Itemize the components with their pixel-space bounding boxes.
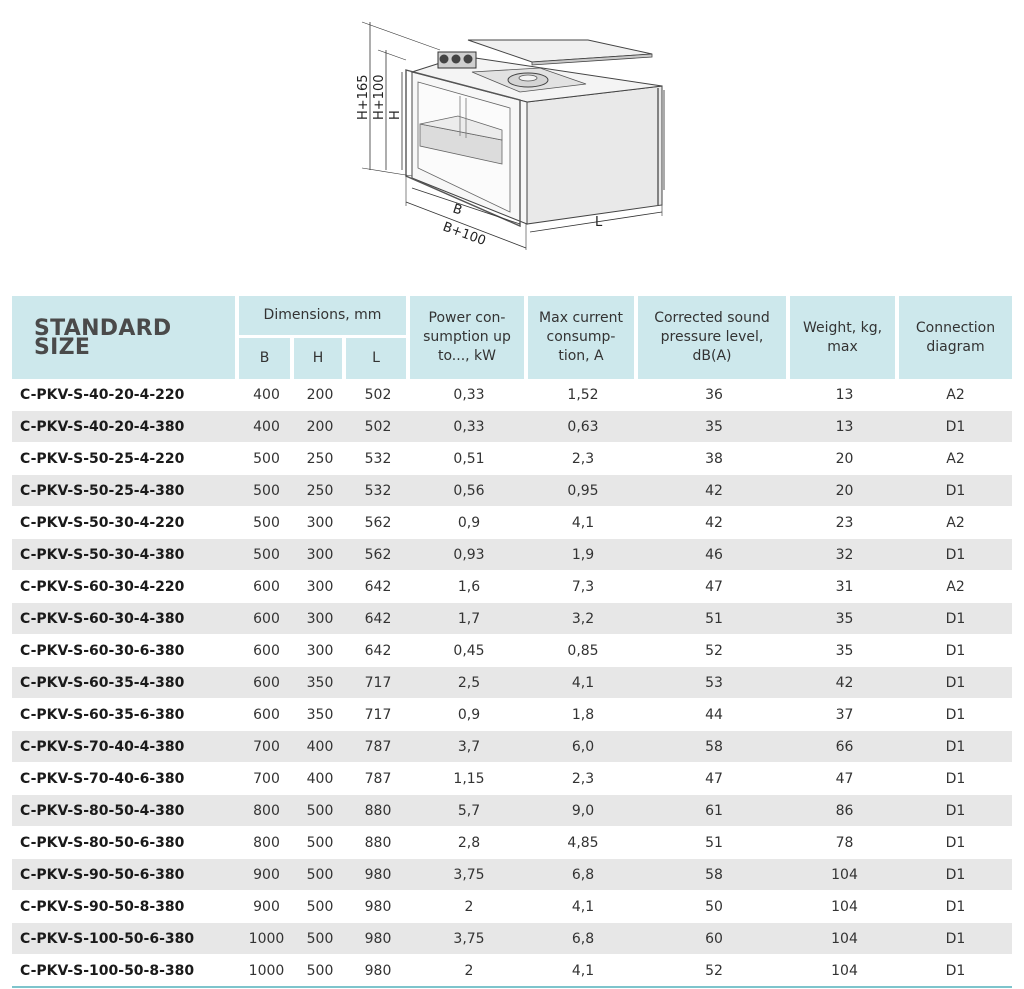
table-row [12, 443, 1012, 475]
cell-diagram: A2 [899, 507, 1012, 539]
header-current-line: consump- [546, 329, 616, 345]
cell-weight: 78 [790, 827, 899, 859]
table-row [12, 859, 1012, 891]
header-current-line: tion, A [558, 348, 604, 364]
cell-weight: 35 [790, 635, 899, 667]
cell-dim-b: 600 [239, 603, 294, 635]
cell-diagram: D1 [899, 859, 1012, 891]
cell-sound: 52 [638, 635, 790, 667]
cell-model: C-PKV-S-80-50-4-380 [12, 795, 239, 827]
cell-dim-h: 250 [294, 443, 346, 475]
cell-current: 9,0 [528, 795, 638, 827]
cell-dim-l: 532 [346, 443, 410, 475]
table-row [12, 827, 1012, 859]
cell-dim-b: 400 [239, 411, 294, 443]
cell-dim-h: 300 [294, 603, 346, 635]
cell-dim-h: 300 [294, 635, 346, 667]
cell-sound: 47 [638, 763, 790, 795]
cell-current: 2,3 [528, 443, 638, 475]
cell-sound: 58 [638, 859, 790, 891]
cell-model: C-PKV-S-50-30-4-220 [12, 507, 239, 539]
cell-dim-b: 900 [239, 891, 294, 923]
cell-model: C-PKV-S-60-30-4-220 [12, 571, 239, 603]
cell-model: C-PKV-S-100-50-6-380 [12, 923, 239, 955]
cell-power: 1,6 [410, 571, 528, 603]
cell-model: C-PKV-S-60-35-4-380 [12, 667, 239, 699]
cell-power: 3,7 [410, 731, 528, 763]
cell-sound: 58 [638, 731, 790, 763]
cell-model: C-PKV-S-50-25-4-380 [12, 475, 239, 507]
cell-current: 4,1 [528, 667, 638, 699]
cell-weight: 32 [790, 539, 899, 571]
cell-model: C-PKV-S-60-30-6-380 [12, 635, 239, 667]
dim-label-b: B [450, 201, 464, 219]
dimensions-header: Dimensions, mm [239, 296, 410, 338]
table-row [12, 539, 1012, 571]
cell-power: 0,56 [410, 475, 528, 507]
cell-dim-l: 980 [346, 891, 410, 923]
cell-current: 1,8 [528, 699, 638, 731]
cell-diagram: D1 [899, 635, 1012, 667]
cell-weight: 66 [790, 731, 899, 763]
cell-power: 2,8 [410, 827, 528, 859]
cell-power: 0,45 [410, 635, 528, 667]
cell-dim-h: 300 [294, 571, 346, 603]
table-row [12, 475, 1012, 507]
cell-dim-b: 1000 [239, 923, 294, 955]
cable-gland [464, 55, 473, 64]
cell-current: 0,85 [528, 635, 638, 667]
cell-power: 2,5 [410, 667, 528, 699]
header-weight-line: max [827, 338, 858, 355]
header-power-line: Power con- [428, 310, 506, 326]
table-row [12, 795, 1012, 827]
cell-power: 0,93 [410, 539, 528, 571]
cell-diagram: D1 [899, 411, 1012, 443]
table-row [12, 571, 1012, 603]
cell-dim-h: 500 [294, 795, 346, 827]
cell-sound: 52 [638, 955, 790, 988]
cell-weight: 13 [790, 379, 899, 411]
cell-sound: 60 [638, 923, 790, 955]
cell-weight: 37 [790, 699, 899, 731]
header-power [410, 296, 528, 379]
cell-dim-h: 500 [294, 891, 346, 923]
cell-diagram: D1 [899, 603, 1012, 635]
header-dim-l: L [346, 338, 410, 379]
cell-dim-l: 502 [346, 411, 410, 443]
cell-weight: 104 [790, 955, 899, 988]
cell-dim-h: 350 [294, 667, 346, 699]
header-power-line: sumption up [423, 329, 511, 345]
cell-weight: 104 [790, 923, 899, 955]
cell-power: 3,75 [410, 859, 528, 891]
cell-weight: 86 [790, 795, 899, 827]
cell-dim-b: 700 [239, 763, 294, 795]
table-row [12, 955, 1012, 988]
cell-dim-b: 600 [239, 571, 294, 603]
cell-dim-l: 880 [346, 795, 410, 827]
table-row [12, 667, 1012, 699]
header-sound [638, 296, 790, 379]
cell-dim-h: 400 [294, 731, 346, 763]
cell-dim-l: 717 [346, 667, 410, 699]
cell-model: C-PKV-S-90-50-6-380 [12, 859, 239, 891]
cell-sound: 35 [638, 411, 790, 443]
cell-weight: 20 [790, 475, 899, 507]
cell-current: 2,3 [528, 763, 638, 795]
dim-label-h100: H+100 [372, 74, 387, 120]
cell-dim-b: 500 [239, 443, 294, 475]
cell-diagram: D1 [899, 955, 1012, 988]
cell-model: C-PKV-S-100-50-8-380 [12, 955, 239, 988]
cell-power: 0,9 [410, 507, 528, 539]
dim-ext [362, 22, 440, 50]
cell-diagram: D1 [899, 891, 1012, 923]
table-row [12, 603, 1012, 635]
cell-dim-l: 980 [346, 923, 410, 955]
cell-power: 0,51 [410, 443, 528, 475]
header-sound-line: pressure level, [660, 329, 764, 345]
dim-label-b100: B+100 [440, 219, 488, 250]
cell-dim-l: 642 [346, 635, 410, 667]
cell-model: C-PKV-S-60-30-4-380 [12, 603, 239, 635]
fan-unit-svg [340, 10, 680, 260]
cell-weight: 31 [790, 571, 899, 603]
cell-model: C-PKV-S-50-30-4-380 [12, 539, 239, 571]
cell-diagram: D1 [899, 763, 1012, 795]
table-row [12, 923, 1012, 955]
cell-power: 1,15 [410, 763, 528, 795]
cell-model: C-PKV-S-90-50-8-380 [12, 891, 239, 923]
cell-sound: 51 [638, 827, 790, 859]
cell-sound: 46 [638, 539, 790, 571]
cell-power: 0,33 [410, 411, 528, 443]
table-row [12, 763, 1012, 795]
cell-current: 4,1 [528, 507, 638, 539]
cell-sound: 42 [638, 475, 790, 507]
table-body [12, 379, 1012, 988]
cell-dim-h: 250 [294, 475, 346, 507]
cell-sound: 47 [638, 571, 790, 603]
cell-dim-l: 980 [346, 859, 410, 891]
cell-weight: 47 [790, 763, 899, 795]
cell-current: 1,9 [528, 539, 638, 571]
cell-power: 5,7 [410, 795, 528, 827]
header-power-line: to..., kW [437, 348, 496, 364]
table-row [12, 891, 1012, 923]
cell-sound: 42 [638, 507, 790, 539]
header-sound-line: Corrected sound [654, 310, 770, 326]
cell-dim-b: 400 [239, 379, 294, 411]
header-current-line: Max current [539, 310, 623, 326]
header-sound-line: dB(A) [692, 348, 732, 364]
cell-current: 3,2 [528, 603, 638, 635]
cell-dim-h: 500 [294, 859, 346, 891]
cell-dim-h: 200 [294, 411, 346, 443]
cell-weight: 35 [790, 603, 899, 635]
cell-dim-l: 532 [346, 475, 410, 507]
cell-dim-b: 500 [239, 475, 294, 507]
cell-power: 0,33 [410, 379, 528, 411]
cell-diagram: D1 [899, 731, 1012, 763]
table-row [12, 379, 1012, 411]
cell-power: 1,7 [410, 603, 528, 635]
cell-power: 3,75 [410, 923, 528, 955]
table-title: STANDARD SIZE [12, 296, 239, 379]
cell-diagram: A2 [899, 571, 1012, 603]
cell-dim-l: 980 [346, 955, 410, 988]
cell-dim-l: 502 [346, 379, 410, 411]
cell-current: 7,3 [528, 571, 638, 603]
header-current [528, 296, 638, 379]
cell-model: C-PKV-S-80-50-6-380 [12, 827, 239, 859]
table-row [12, 507, 1012, 539]
cell-current: 0,63 [528, 411, 638, 443]
cell-dim-b: 500 [239, 539, 294, 571]
cell-model: C-PKV-S-40-20-4-220 [12, 379, 239, 411]
cell-current: 4,1 [528, 955, 638, 988]
cell-dim-l: 717 [346, 699, 410, 731]
header-diagram-line: diagram [926, 338, 985, 355]
cell-dim-h: 300 [294, 539, 346, 571]
cell-dim-l: 880 [346, 827, 410, 859]
cell-diagram: D1 [899, 539, 1012, 571]
cell-current: 6,8 [528, 859, 638, 891]
cell-weight: 13 [790, 411, 899, 443]
cell-dim-h: 200 [294, 379, 346, 411]
cell-dim-l: 642 [346, 571, 410, 603]
cell-dim-l: 787 [346, 731, 410, 763]
cell-current: 1,52 [528, 379, 638, 411]
table-row [12, 411, 1012, 443]
cell-dim-b: 700 [239, 731, 294, 763]
cell-dim-l: 562 [346, 539, 410, 571]
cell-current: 4,85 [528, 827, 638, 859]
cell-sound: 53 [638, 667, 790, 699]
cell-dim-b: 600 [239, 699, 294, 731]
cell-weight: 104 [790, 891, 899, 923]
cell-dim-h: 400 [294, 763, 346, 795]
fan-unit-drawing [340, 10, 680, 260]
cell-diagram: D1 [899, 475, 1012, 507]
cell-sound: 61 [638, 795, 790, 827]
cable-gland [440, 55, 449, 64]
dim-ext [378, 50, 406, 60]
cell-diagram: D1 [899, 827, 1012, 859]
cell-current: 4,1 [528, 891, 638, 923]
cell-current: 0,95 [528, 475, 638, 507]
cell-weight: 23 [790, 507, 899, 539]
cell-power: 2 [410, 955, 528, 988]
cell-diagram: D1 [899, 699, 1012, 731]
dim-label-h165: H+165 [356, 74, 371, 120]
header-weight-line: Weight, kg, [802, 319, 883, 336]
cell-sound: 38 [638, 443, 790, 475]
cell-diagram: A2 [899, 379, 1012, 411]
cell-dim-b: 1000 [239, 955, 294, 988]
cell-sound: 44 [638, 699, 790, 731]
dim-ext [362, 168, 412, 176]
cell-weight: 20 [790, 443, 899, 475]
cell-dim-h: 350 [294, 699, 346, 731]
cell-dim-h: 500 [294, 923, 346, 955]
cell-weight: 104 [790, 859, 899, 891]
cell-dim-b: 900 [239, 859, 294, 891]
header-dim-h: H [294, 338, 346, 379]
table-row [12, 699, 1012, 731]
cell-dim-b: 800 [239, 795, 294, 827]
header-diagram-line: Connection [915, 319, 996, 336]
cable-gland [452, 55, 461, 64]
cell-weight: 42 [790, 667, 899, 699]
cell-diagram: D1 [899, 667, 1012, 699]
table-row [12, 731, 1012, 763]
cell-sound: 51 [638, 603, 790, 635]
cell-model: C-PKV-S-60-35-6-380 [12, 699, 239, 731]
header-weight [790, 296, 899, 379]
cell-dim-b: 600 [239, 667, 294, 699]
standard-size-table [12, 296, 1012, 988]
cell-model: C-PKV-S-50-25-4-220 [12, 443, 239, 475]
cell-power: 2 [410, 891, 528, 923]
cell-dim-h: 500 [294, 955, 346, 988]
cell-dim-b: 600 [239, 635, 294, 667]
cell-model: C-PKV-S-70-40-4-380 [12, 731, 239, 763]
table-row [12, 635, 1012, 667]
cell-diagram: D1 [899, 923, 1012, 955]
dim-label-l: L [595, 215, 603, 230]
cell-current: 6,0 [528, 731, 638, 763]
dim-label-h: H [388, 110, 403, 120]
side-panel [527, 86, 662, 224]
cell-sound: 36 [638, 379, 790, 411]
cell-diagram: D1 [899, 795, 1012, 827]
motor-hub [519, 75, 537, 81]
cell-diagram: A2 [899, 443, 1012, 475]
cell-power: 0,9 [410, 699, 528, 731]
cell-sound: 50 [638, 891, 790, 923]
cell-model: C-PKV-S-40-20-4-380 [12, 411, 239, 443]
cell-dim-b: 800 [239, 827, 294, 859]
header-diagram [899, 296, 1012, 379]
cell-current: 6,8 [528, 923, 638, 955]
cell-dim-l: 642 [346, 603, 410, 635]
cell-dim-h: 500 [294, 827, 346, 859]
cell-model: C-PKV-S-70-40-6-380 [12, 763, 239, 795]
header-dim-b: B [239, 338, 294, 379]
cell-dim-l: 787 [346, 763, 410, 795]
cell-dim-b: 500 [239, 507, 294, 539]
cell-dim-l: 562 [346, 507, 410, 539]
cell-dim-h: 300 [294, 507, 346, 539]
